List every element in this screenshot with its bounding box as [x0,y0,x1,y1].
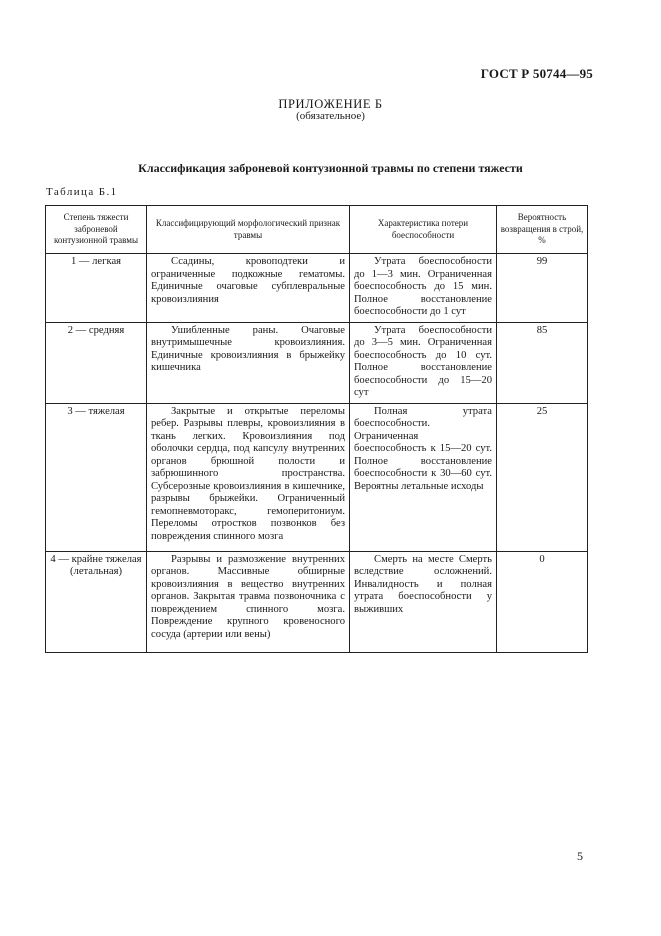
appendix-title: ПРИЛОЖЕНИЕ Б [278,97,383,111]
sign-cell: Ссадины, кровоподтеки и ограниченные подкожные гематомы. Единичные очаговые субплевральные кровоизлияния [147,254,350,323]
table-row [46,551,588,652]
degree-cell: 4 — крайне тяжелая (летальная) [46,551,147,652]
probability-cell: 25 [497,403,588,551]
loss-cell: Полная утрата боеспособности. Ограниченная боеспособность к 15—20 сут. Полное восстановление боеспособности к 30—60 сут. Вероятны летальные исходы [350,403,497,551]
table-row [46,322,588,403]
loss-cell: Утрата боеспособности до 1—3 мин. Ограниченная боеспособность до 15 мин. Полное восстановление боеспособности до 1 сут [350,254,497,323]
sign-cell: Ушибленные раны. Очаговые внутримышечные кровоизлияния. Единичные кровоизлияния в брыжейку кишечника [147,322,350,403]
classification-table [45,205,588,653]
loss-cell: Смерть на месте Смерть вследствие осложнений. Инвалидность и полная утрата боеспособности у выживших [350,551,497,652]
document-code: ГОСТ Р 50744—95 [480,66,593,81]
column-header-degree: Степень тяжести заброневой контузионной травмы [46,206,147,254]
table-header-row [46,206,588,254]
degree-cell: 1 — легкая [46,254,147,323]
page-number: 5 [577,849,583,863]
appendix-status: (обязательное) [296,110,365,122]
sign-cell: Разрывы и размозжение внутренних органов. Массивные обширные кровоизлияния в вещество внутренних органов. Закрытая травма позвоночника с повреждением спинного мозга. Повреждение крупного кровеносного сосуда (артерии или вены) [147,551,350,652]
sign-cell: Закрытые и открытые переломы ребер. Разрывы плевры, кровоизлияния в ткань легких. Кровоизлияния под оболочки сердца, под капсулу внутренних органов брюшной полости и забрюшинного пространства. Субсерозные кровоизлияния в кишечнике, разрывы брыжейки. Ограниченный гемопневмоторакс, гемоперитониум. Переломы отростков позвонков без повреждения спинного мозга [147,403,350,551]
probability-cell: 85 [497,322,588,403]
column-header-probability: Вероятность возвращения в строй, % [497,206,588,254]
degree-cell: 2 — средняя [46,322,147,403]
probability-cell: 99 [497,254,588,323]
loss-cell: Утрата боеспособности до 3—5 мин. Ограниченная боеспособность до 10 сут. Полное восстановление боеспособности до 15—20 сут [350,322,497,403]
degree-cell: 3 — тяжелая [46,403,147,551]
table-row [46,254,588,323]
column-header-loss: Характеристика потери боеспособности [350,206,497,254]
table-label: Таблица Б.1 [46,186,118,198]
probability-cell: 0 [497,551,588,652]
table-row [46,403,588,551]
column-header-sign: Классифицирующий морфологический признак травмы [147,206,350,254]
section-title: Классификация заброневой контузионной травмы по степени тяжести [138,161,523,175]
